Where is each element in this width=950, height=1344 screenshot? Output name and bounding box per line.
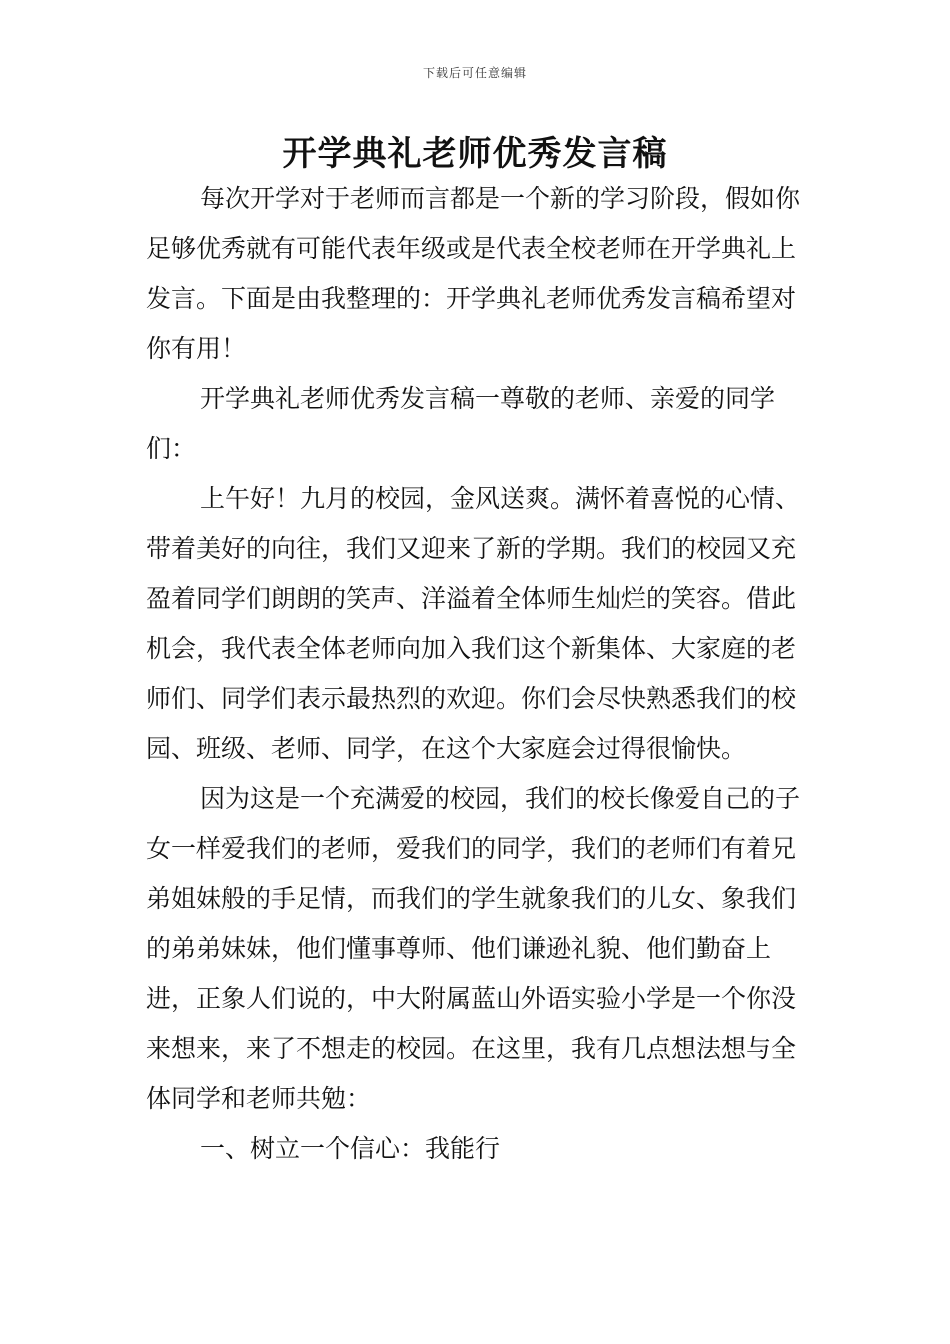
document-body (146, 174, 811, 1174)
paragraph-campus-love: 因为这是一个充满爱的校园，我们的校长像爱自己的子女一样爱我们的老师，爱我们的同学，我们的老师们有着兄弟姐妹般的手足情，而我们的学生就象我们的儿女、象我们的弟弟妹妹，他们懂事尊师、他们谦逊礼貌、他们勤奋上进，正象人们说的，中大附属蓝山外语实验小学是一个你没来想来，来了不想走的校园。在这里，我有几点想法想与全体同学和老师共勉： (146, 784, 801, 1113)
paragraph-welcome: 上午好！九月的校园，金风送爽。满怀着喜悦的心情、带着美好的向往，我们又迎来了新的学期。我们的校园又充盈着同学们朗朗的笑声、洋溢着全体师生灿烂的笑容。借此机会，我代表全体老师向加入我们这个新集体、大家庭的老师们、同学们表示最热烈的欢迎。你们会尽快熟悉我们的校园、班级、老师、同学，在这个大家庭会过得很愉快。 (146, 484, 801, 763)
paragraph-greeting: 开学典礼老师优秀发言稿一尊敬的老师、亲爱的同学们： (146, 384, 776, 463)
paragraph-intro: 每次开学对于老师而言都是一个新的学习阶段，假如你足够优秀就有可能代表年级或是代表全校老师在开学典礼上发言。下面是由我整理的：开学典礼老师优秀发言稿希望对你有用！ (146, 184, 801, 363)
paragraph-section-one: 一、树立一个信心：我能行 (200, 1134, 501, 1163)
header-note: 下载后可任意编辑 (422, 66, 527, 80)
document-title: 开学典礼老师优秀发言稿 (282, 134, 668, 174)
